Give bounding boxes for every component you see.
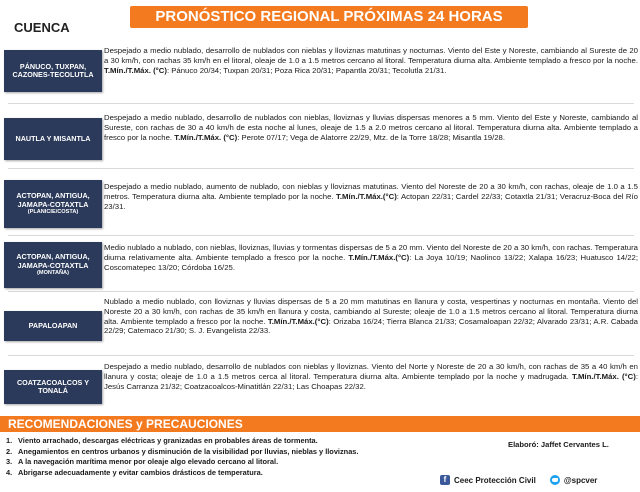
section-label: CUENCA [14, 20, 70, 35]
twitter-icon[interactable] [550, 475, 560, 485]
region-name: ACTOPAN, ANTIGUA, JAMAPA-COTAXTLA [16, 191, 90, 209]
temp-label: T.Mín./T.Máx.(°C) [336, 191, 397, 201]
list-item [6, 436, 436, 447]
temp-label: T.Mín./T.Máx.(°C) [267, 316, 329, 326]
item-text: A la navegación marítima menor por oleaje algo elevado cercano al litoral. [18, 457, 279, 467]
forecast-text: Nublado a medio nublado, con lloviznas y lluvias dispersas de 5 a 20 mm matutinas en llanura y costa, vespertinas y nocturnas en montaña. Viento del Noreste 20 a 30 km/h, con rachas de 35 km/h en llanura y costa, cambiando al Sureste; oleaje de 1.0 a 1.5 metros cercano al litoral. Temperatura diurna alta. Ambiente templado a fresco por la noche. [104, 297, 638, 326]
region-forecast [104, 297, 638, 336]
region-name: PAPALOAPAN [28, 320, 78, 330]
item-text: Viento arrachado, descargas eléctricas y granizadas en probables áreas de tormenta. [18, 436, 318, 445]
temp-label: T.Mín./T.Máx.(°C) [348, 252, 410, 262]
page-title: PRONÓSTICO REGIONAL PRÓXIMAS 24 HORAS [130, 6, 528, 28]
region-forecast [104, 243, 638, 272]
region-tag [4, 180, 102, 228]
temp-values: : La Joya 10/19; Naolinco 13/22; Xalapa 16/23; Huatusco 14/22; Coscomatepec 13/20; Córdoba 16/25. [104, 252, 638, 272]
item-text: Anegamientos en centros urbanos y disminución de la visibilidad por lluvias, nieblas y lloviznas. [18, 446, 359, 456]
list-item [6, 457, 436, 468]
row-divider [8, 168, 634, 169]
recommendations-list [6, 436, 436, 478]
region-tag [4, 50, 102, 92]
region-tag [4, 311, 102, 341]
row-divider [8, 355, 634, 356]
forecast-text: Despejado a medio nublado, aumento de nublado, con nieblas y lloviznas matutinas. Viento del Noreste de 20 a 30 km/h, con rachas, oleaje de 1.0 a 1.5 metros. Temperatura diurna alta. Ambiente templado por la noche. [104, 182, 638, 201]
forecast-text: Despejado a medio nublado, desarrollo de nublados con nieblas y lloviznas matutinas y nocturnas. Viento del Este y Noreste, cambiando al Sureste de 20 a 30 km/h, con rachas 35 km/h en el litoral, oleaje de 1.0 a 1.5 metros cercano al litoral. Temperatura diurna alta. Ambiente templado a fresco por la noche. [104, 46, 638, 65]
region-name: PÁNUCO, TUXPAN, CAZONES-TECOLUTLA [12, 61, 94, 79]
social-footer [440, 472, 640, 488]
temp-values: : Pánuco 20/34; Tuxpan 20/31; Poza Rica 20/31; Papantla 20/31; Tecolutla 21/31. [166, 65, 447, 75]
forecast-text: Despejado a medio nublado, desarrollo de nublados con nieblas y lloviznas. Viento del Norte y Noreste de 20 a 30 km/h, con rachas de 35 a 40 km/h en llanura y costa; oleaje de 1.0 a 1.5 metros cerca al litoral. Temperatura diurna alta. Ambiente templado por la noche y madrugada. [104, 362, 638, 381]
region-tag [4, 242, 102, 288]
forecast-text: Despejado a medio nublado, desarrollo de nublados con nieblas, lloviznas y lluvias dispersas menores a 5 mm. Viento del Este y Noreste, cambiando al Sureste, con rachas de 30 a 40 km/h de esta noche al lunes, oleaje de 1.5 a 2.0 metros cercano al litoral. Temperatura diurna alta. Ambiente templado a fresco por la noche. [104, 113, 638, 142]
list-item [6, 447, 436, 458]
region-tag [4, 118, 102, 160]
region-name: NAUTLA Y MISANTLA [15, 133, 91, 143]
item-number: 4. [6, 467, 13, 477]
region-forecast [104, 113, 638, 142]
item-text: Abrigarse adecuadamente y evitar cambios drásticos de temperatura. [18, 467, 263, 477]
row-divider [8, 103, 634, 104]
temp-values: : Actopan 22/31; Cardel 22/33; Cotaxtla 21/31; Veracruz-Boca del Río 23/31. [104, 191, 638, 211]
facebook-icon[interactable]: f [440, 475, 450, 485]
region-name: COATZACOALCOS Y TONALÁ [16, 377, 89, 395]
forecast-text: Medio nublado a nublado, con nieblas, lloviznas, lluvias y tormentas dispersas de 5 a 20 mm. Viento del Noreste de 20 a 30 km/h, con rachas. Temperatura diurna relativamente alta. Ambiente templado a fresco por la noche. [104, 243, 638, 262]
list-item [6, 468, 436, 479]
region-forecast [104, 46, 638, 75]
row-divider [8, 291, 634, 292]
item-number: 1. [6, 436, 13, 445]
author-credit: Elaboró: Jaffet Cervantes L. [508, 440, 609, 449]
temp-label: T.Mín./T.Máx. (°C) [174, 132, 238, 142]
item-number: 2. [6, 446, 13, 456]
region-tag [4, 370, 102, 404]
temp-values: : Perote 07/17; Vega de Alatorre 22/29, Mtz. de la Torre 18/28; Misantla 19/28. [237, 132, 506, 142]
row-divider [8, 235, 634, 236]
region-forecast [104, 182, 638, 211]
region-subname: (PLANICIE/COSTA) [27, 209, 79, 216]
temp-label: T.Mín./T.Máx. (°C) [571, 371, 636, 381]
temp-label: T.Mín./T.Máx. (°C) [104, 65, 167, 75]
facebook-handle[interactable]: Ceec Protección Civil [454, 475, 536, 485]
twitter-handle[interactable]: @spcver [563, 475, 598, 485]
region-subname: (MONTAÑA) [37, 270, 69, 277]
recommendations-title: RECOMENDACIONES y PRECAUCIONES [8, 417, 243, 431]
temp-values: : Jesús Carranza 21/32; Coatzacoalcos-Minatitlán 22/31; Las Choapas 22/32. [104, 371, 638, 391]
region-name: ACTOPAN, ANTIGUA, JAMAPA-COTAXTLA [16, 252, 90, 270]
temp-values: : Orizaba 16/24; Tierra Blanca 21/33; Cosamaloapan 22/32; Alvarado 23/31; A.R. Cabada 22/29; Catemaco 21/30; S. J. Evangelista 22/33. [104, 316, 638, 336]
region-forecast [104, 362, 638, 391]
item-number: 3. [6, 457, 13, 467]
